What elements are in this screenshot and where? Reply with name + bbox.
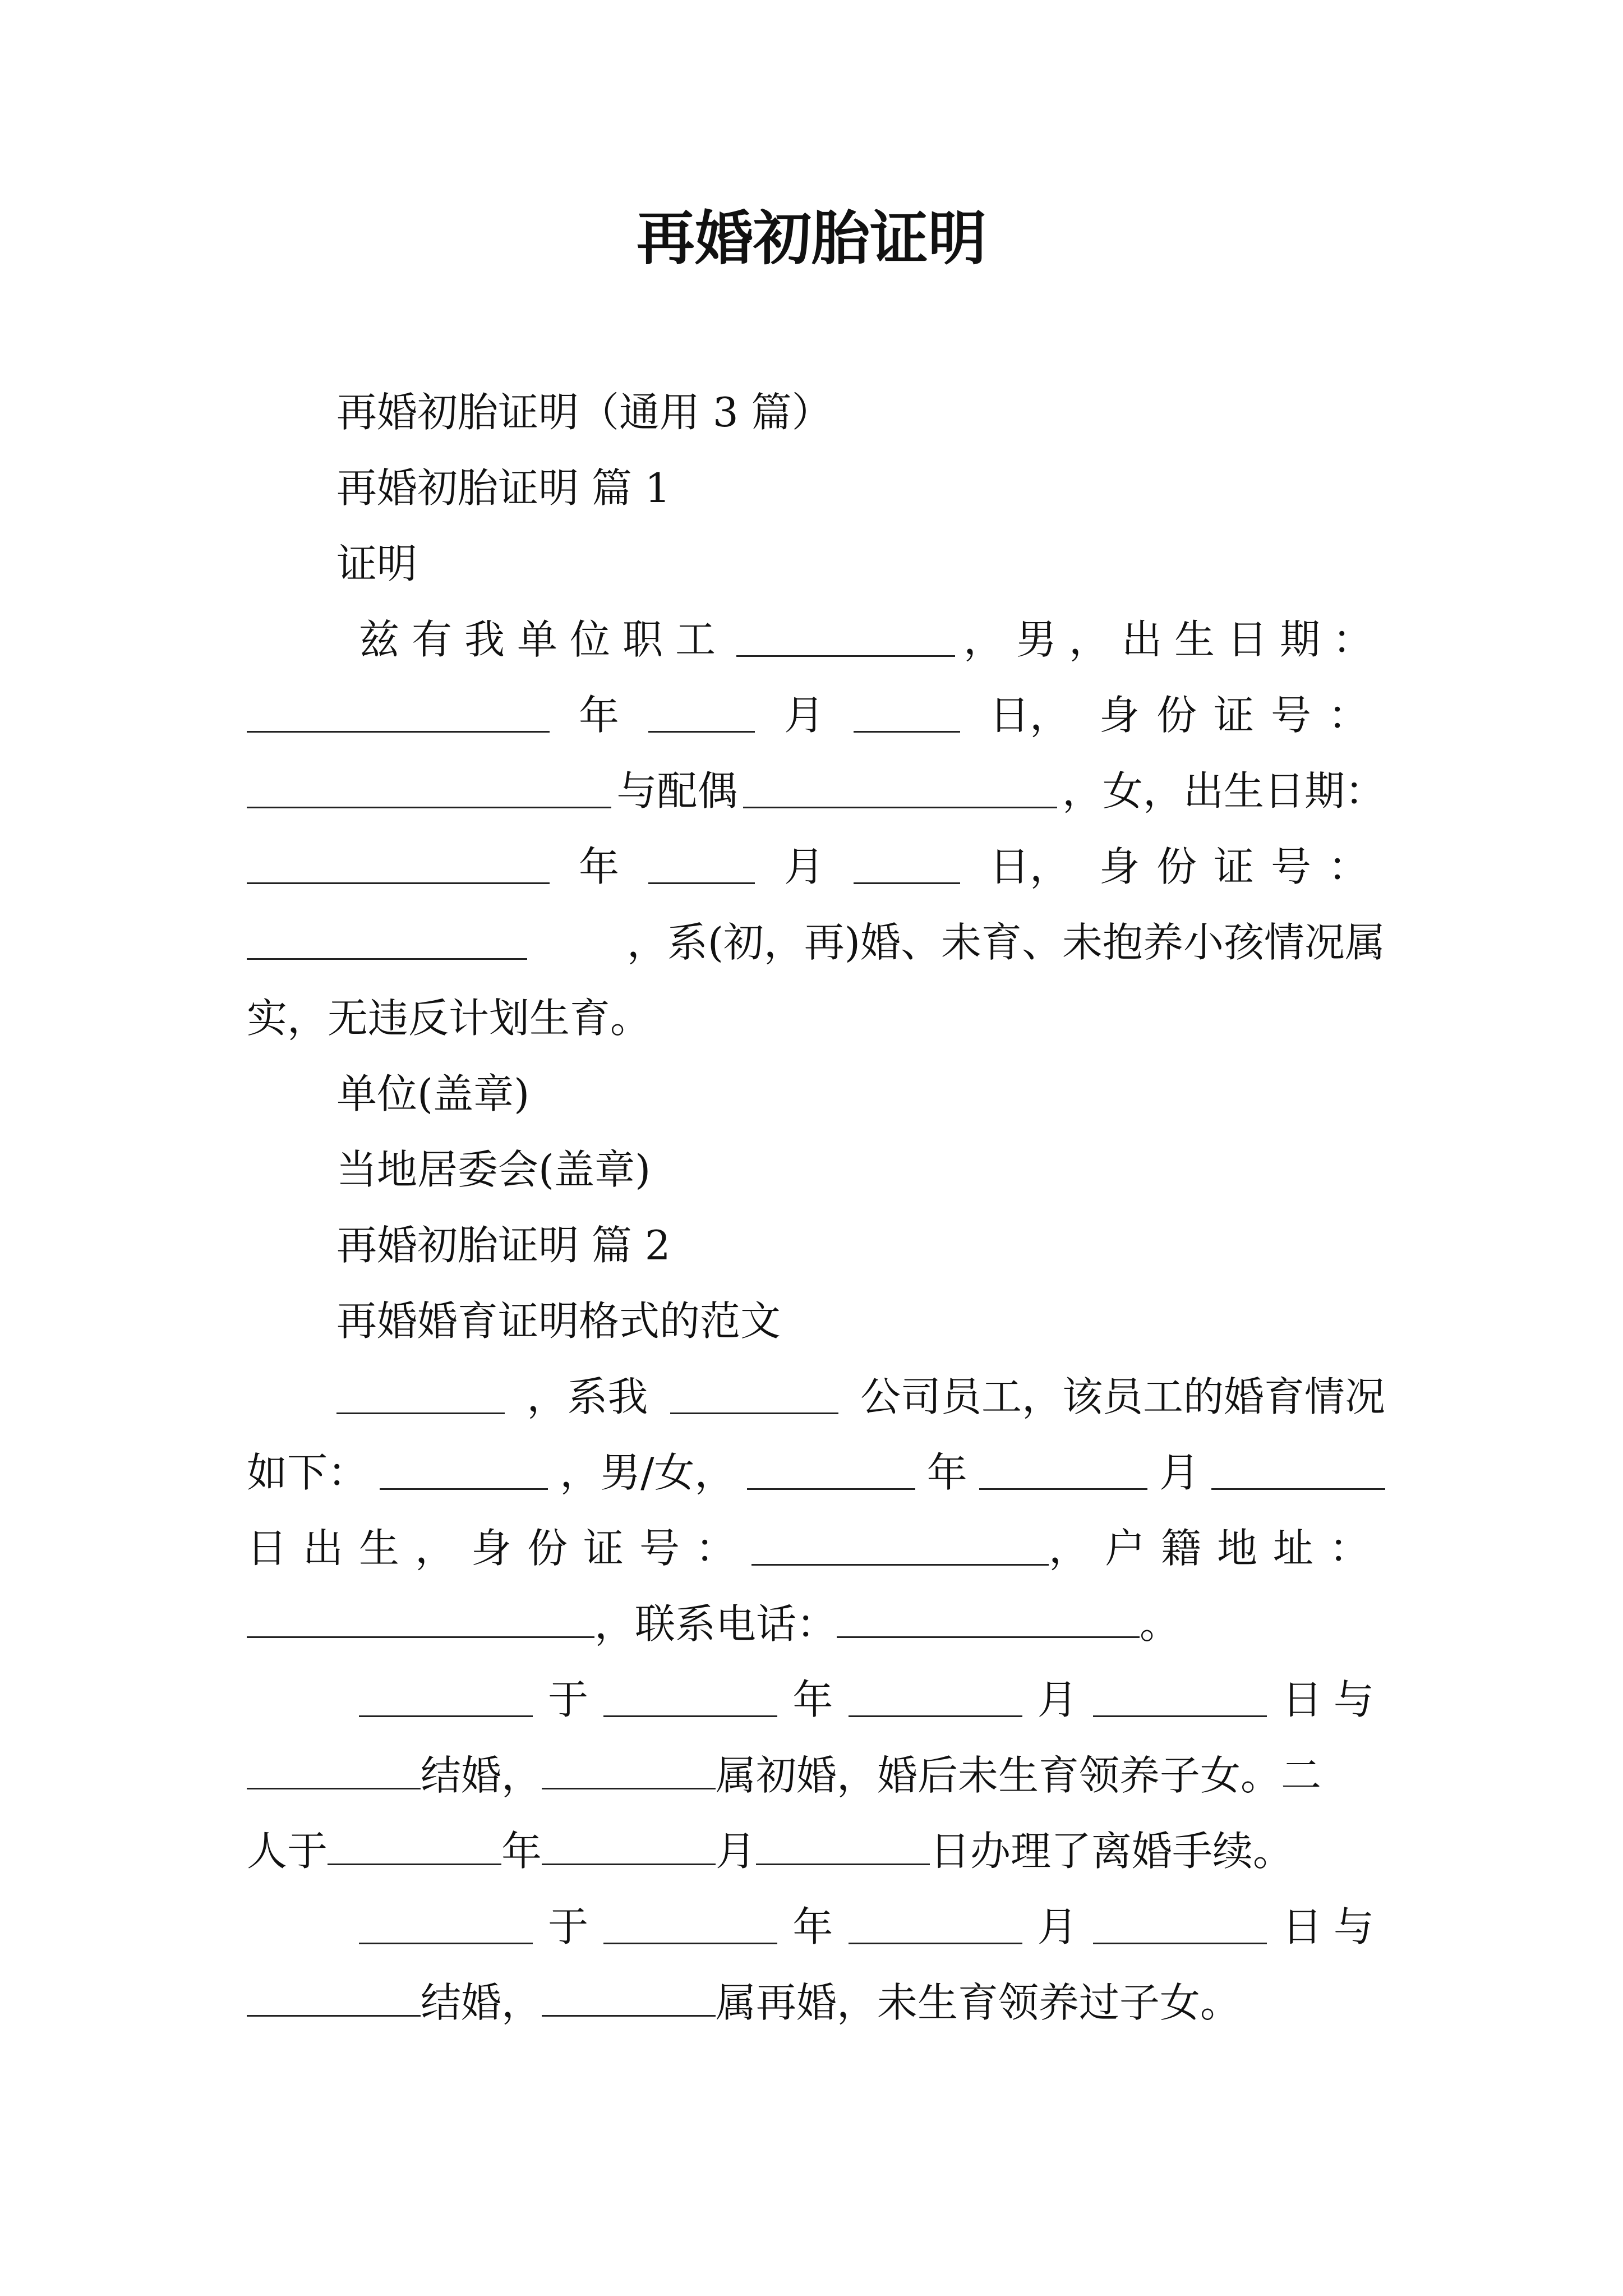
- part2-line6: [247, 1736, 1385, 1815]
- blank-spouse-birth-month: [648, 850, 755, 884]
- blank-month: [849, 1683, 1022, 1717]
- text-segment: ，联系电话：: [594, 1600, 837, 1648]
- blank-spouse-birth-year: [247, 850, 550, 884]
- blank-spouse: [247, 1982, 421, 2017]
- document-title: 再婚初胎证明: [636, 204, 986, 273]
- text-segment: 属再婚，未生育领养过子女。: [716, 1979, 1241, 2026]
- blank-year: [603, 1910, 777, 1944]
- blank-person-a: [359, 1683, 533, 1717]
- blank-spouse-name: [743, 774, 1057, 808]
- blank-spouse-id-number: [247, 926, 527, 960]
- part2-line3: [247, 1509, 1385, 1588]
- blank-year: [328, 1831, 501, 1865]
- blank-birth-year: [247, 698, 550, 733]
- part1-line5: [247, 903, 1385, 982]
- text-segment: ，男/女，: [560, 1449, 735, 1496]
- part1-line3: [247, 752, 1385, 830]
- subtitle: 再婚初胎证明（通用 3 篇）: [336, 389, 832, 436]
- day-label: 日，: [989, 843, 1070, 890]
- text-segment: 兹有我单位职工: [359, 616, 728, 663]
- year-label: 年: [926, 1449, 967, 1496]
- blank-month: [849, 1910, 1022, 1944]
- blank-day: [756, 1831, 930, 1865]
- text-segment: 与配偶: [616, 767, 738, 815]
- text-segment: 如下：: [247, 1449, 368, 1496]
- year-label: 年: [792, 1903, 833, 1950]
- blank-month: [979, 1456, 1147, 1490]
- blank-year: [603, 1683, 777, 1717]
- text-segment: ，男，出生日期：: [963, 616, 1385, 663]
- text-segment: ，系我: [527, 1373, 648, 1420]
- blank-company: [670, 1380, 838, 1414]
- id-label: 身份证号：: [1099, 692, 1385, 739]
- blank-employee-name: [736, 623, 955, 657]
- stamp-committee: 当地居委会(盖章): [336, 1146, 651, 1193]
- blank-person: [542, 1982, 716, 2017]
- blank-day: [1093, 1910, 1267, 1944]
- blank-id-number: [247, 774, 611, 808]
- text-segment: 。: [1140, 1600, 1181, 1648]
- part2-line2: [247, 1433, 1385, 1512]
- blank-spouse-birth-day: [854, 850, 960, 884]
- blank-name: [336, 1380, 505, 1414]
- part1-line1: [359, 600, 1385, 679]
- month-label: 月: [783, 843, 824, 890]
- month-label: 月: [716, 1828, 757, 1875]
- blank-year: [747, 1456, 915, 1490]
- blank-phone: [837, 1604, 1140, 1638]
- part1-line2: [247, 676, 1385, 754]
- text-segment: 结婚，: [421, 1979, 542, 2026]
- blank-spouse: [247, 1755, 421, 1789]
- month-label: 月: [1037, 1903, 1078, 1950]
- blank-birth-month: [648, 698, 755, 733]
- text-segment: ，户籍地址：: [1048, 1525, 1385, 1572]
- year-label: 年: [578, 692, 619, 739]
- text-segment: 日出生，身份证号：: [247, 1525, 752, 1572]
- text-segment: 人于: [247, 1828, 328, 1875]
- blank-birth-day: [854, 698, 960, 733]
- blank-address: [247, 1604, 594, 1638]
- year-label: 年: [792, 1676, 833, 1723]
- text-segment: 日与: [1281, 1903, 1385, 1950]
- text-segment: 日办理了离婚手续。: [930, 1828, 1294, 1875]
- blank-id-number: [751, 1531, 1049, 1566]
- blank-day: [1211, 1456, 1385, 1490]
- year-label: 年: [578, 843, 619, 890]
- text-segment: ，女，出生日期：: [1062, 767, 1385, 815]
- text-segment: 于: [548, 1903, 589, 1950]
- month-label: 月: [783, 692, 824, 739]
- part1-heading: 再婚初胎证明 篇 1: [336, 464, 671, 512]
- part2-label: 再婚婚育证明格式的范文: [336, 1297, 781, 1345]
- part2-line4: [247, 1585, 1385, 1663]
- part1-line6: 实，无违反计划生育。: [247, 995, 651, 1042]
- year-label: 年: [501, 1828, 542, 1875]
- blank-month: [542, 1831, 716, 1865]
- month-label: 月: [1037, 1676, 1078, 1723]
- blank-person: [542, 1755, 716, 1789]
- part2-line1: [336, 1358, 1385, 1436]
- part2-line5: [359, 1660, 1385, 1739]
- month-label: 月: [1159, 1449, 1200, 1496]
- blank-person-a: [359, 1910, 533, 1944]
- blank-day: [1093, 1683, 1267, 1717]
- text-segment: 日与: [1281, 1676, 1385, 1723]
- part2-line9: [247, 1963, 1385, 2042]
- text-segment: ，系(初，再)婚、未育、未抱养小孩情况属: [626, 919, 1385, 966]
- day-label: 日，: [989, 692, 1070, 739]
- blank-name: [380, 1456, 548, 1490]
- part2-line8: [359, 1888, 1385, 1966]
- part1-label: 证明: [336, 540, 418, 587]
- part2-heading: 再婚初胎证明 篇 2: [336, 1222, 671, 1269]
- part1-line4: [247, 827, 1385, 906]
- text-segment: 于: [548, 1676, 589, 1723]
- part2-line7: [247, 1812, 1385, 1890]
- id-label: 身份证号：: [1099, 843, 1385, 890]
- text-segment: 结婚，: [421, 1752, 542, 1799]
- text-segment: 属初婚，婚后未生育领养子女。二: [716, 1752, 1322, 1799]
- stamp-unit: 单位(盖章): [336, 1070, 530, 1117]
- text-segment: 公司员工，该员工的婚育情况: [860, 1373, 1385, 1420]
